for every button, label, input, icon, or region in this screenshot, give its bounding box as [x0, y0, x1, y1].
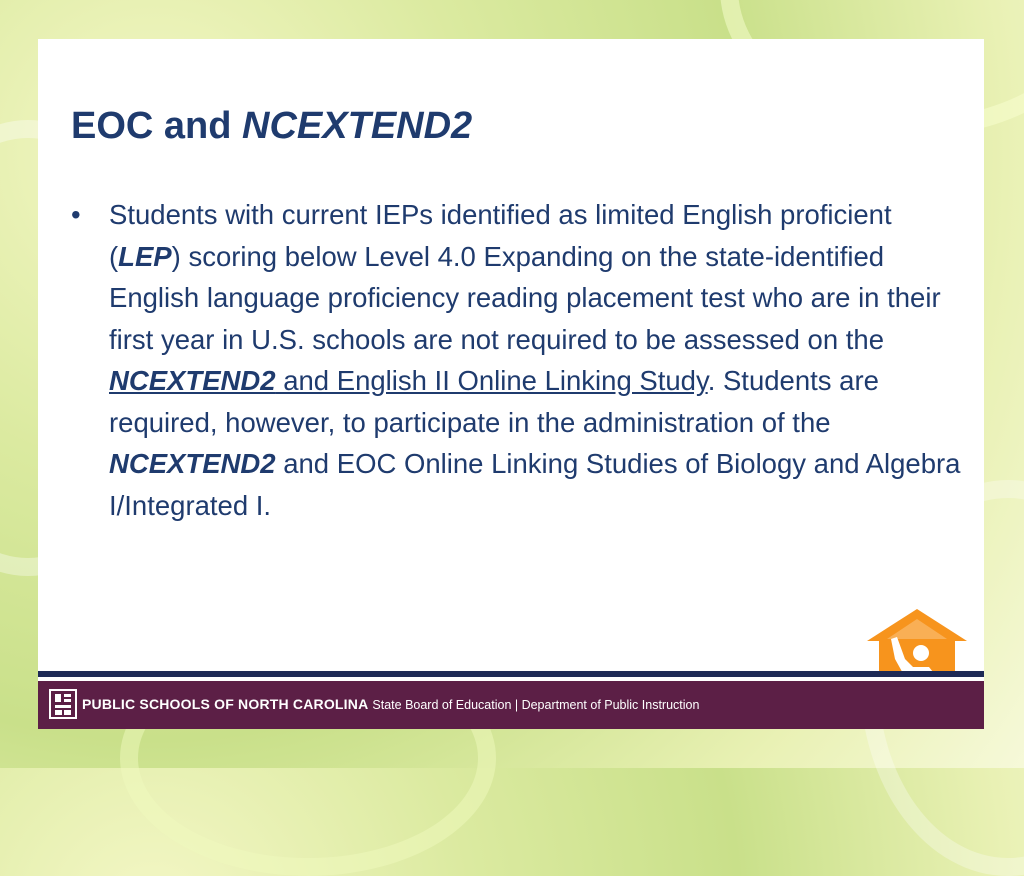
- footer-subtitle: State Board of Education | Department of Public Instruction: [372, 698, 700, 712]
- title-emphasis: NCEXTEND2: [242, 105, 473, 147]
- bullet-text-part: ) scoring below Level 4.0 Expanding on the state-identified English language proficiency reading placement test who are in their first year in U.S. schools are not required to be assessed on the: [109, 240, 941, 355]
- bullet-text-part: and EOC Online Linking Studies of Biology and Algebra I/Integrated I.: [109, 448, 961, 521]
- bullet-item: [71, 194, 961, 526]
- link-rest: and English II Online Linking Study: [275, 365, 708, 396]
- link-ncextend2: NCEXTEND2: [109, 365, 276, 396]
- slide-panel: [38, 39, 984, 729]
- linking-study-link[interactable]: [109, 365, 708, 396]
- bullet-text: [109, 194, 961, 526]
- footer-bar: [38, 681, 984, 729]
- footer-org: PUBLIC SCHOOLS OF NORTH CAROLINA: [82, 696, 369, 712]
- bullet-dot: •: [71, 199, 81, 230]
- ncextend2-term: NCEXTEND2: [109, 448, 276, 479]
- footer-text: [82, 696, 699, 712]
- title-plain: EOC and: [71, 105, 243, 147]
- lep-abbreviation: LEP: [118, 240, 172, 272]
- slide-body: [71, 194, 961, 526]
- bullet-text-part: Students with current IEPs identified as limited English proficient (: [109, 199, 892, 272]
- nc-seal-icon: [49, 689, 77, 719]
- slide-title: [71, 103, 472, 149]
- bullet-text-part: . Students are required, however, to participate in the administration of the: [109, 365, 879, 438]
